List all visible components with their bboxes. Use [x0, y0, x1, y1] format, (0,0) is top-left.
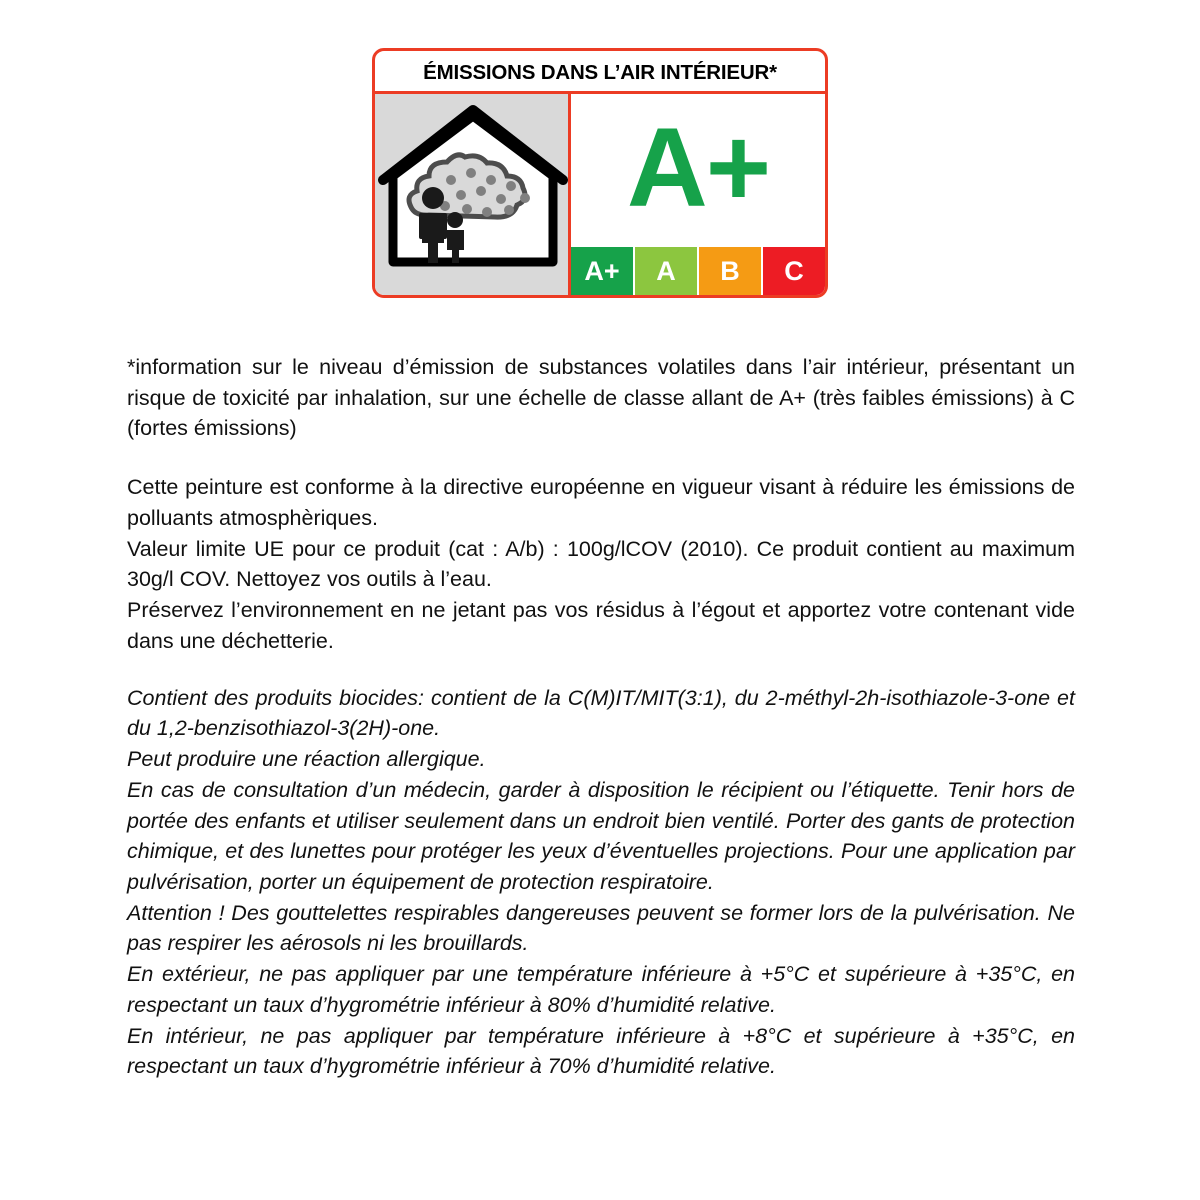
label-frame: [372, 48, 828, 298]
grade-scale-cell-a: A: [635, 247, 699, 295]
warning-interior: En intérieur, ne pas appliquer par température inférieure à +8°C et supérieure à +35°C, en respectant un taux d’hygrométrie inférieur à 70% d’humidité relative.: [127, 1023, 1075, 1079]
indoor-air-emissions-label: [372, 48, 828, 298]
compliance-line-3: Préservez l’environnement en ne jetant pas vos résidus à l’égout et apportez votre contenant vide dans une déchetterie.: [127, 598, 1075, 653]
compliance-line-2: Valeur limite UE pour ce produit (cat : A/b) : 100g/lCOV (2010). Ce produit contient au maximum 30g/l COV. Nettoyez vos outils à l’eau.: [127, 536, 1075, 592]
warning-exterior: En extérieur, ne pas appliquer par une température inférieure à +5°C et supérieure à +35°C, en respectant un taux d’hygrométrie inférieur à 80% d’humidité relative.: [127, 962, 1075, 1017]
spacer: [127, 444, 1075, 472]
warnings-block: [127, 683, 1075, 1083]
grade-scale-cell-aplus: A+: [571, 247, 635, 295]
grade-scale-cell-c: C: [763, 247, 825, 295]
warning-droplets: Attention ! Des gouttelettes respirables dangereuses peuvent se former lors de la pulvérisation. Ne pas respirer les aérosols ni les brouillards.: [127, 900, 1075, 956]
grade-scale-cell-b: B: [699, 247, 763, 295]
warning-medical: En cas de consultation d’un médecin, garder à disposition le récipient ou l’étiquette. Tenir hors de portée des enfants et utiliser seulement dans un endroit bien ventilé. Porter des gants de protection chimique, et des lunettes pour protéger les yeux d’éventuelles projections. Pour une application par pulvérisation, porter un équipement de protection respiratoire.: [127, 777, 1075, 895]
label-title: ÉMISSIONS DANS L’AIR INTÉRIEUR*: [423, 61, 777, 84]
footnote-paragraph: *information sur le niveau d’émission de substances volatiles dans l’air intérieur, présentant un risque de toxicité par inhalation, sur une échelle de classe allant de A+ (très faibles émissions) à C (fortes émissions): [127, 355, 1075, 441]
label-body: [375, 91, 825, 296]
grade-pane: [571, 94, 825, 296]
house-icon: [375, 94, 571, 267]
warning-biocides: Contient des produits biocides: contient de la C(M)IT/MIT(3:1), du 2-méthyl-2h-isothiazole-3-one et du 1,2-benzisothiazol-3(2H)-one.: [127, 685, 1075, 741]
house-illustration-pane: [375, 94, 571, 296]
label-text-column: [127, 352, 1075, 1082]
warning-allergy: Peut produire une réaction allergique.: [127, 747, 486, 772]
spacer: [127, 657, 1075, 683]
compliance-line-1: Cette peinture est conforme à la directive européenne en vigueur visant à réduire les émissions de polluants atmosphèriques.: [127, 475, 1075, 530]
grade-scale: [571, 247, 825, 295]
grade-value: A+: [626, 105, 770, 231]
